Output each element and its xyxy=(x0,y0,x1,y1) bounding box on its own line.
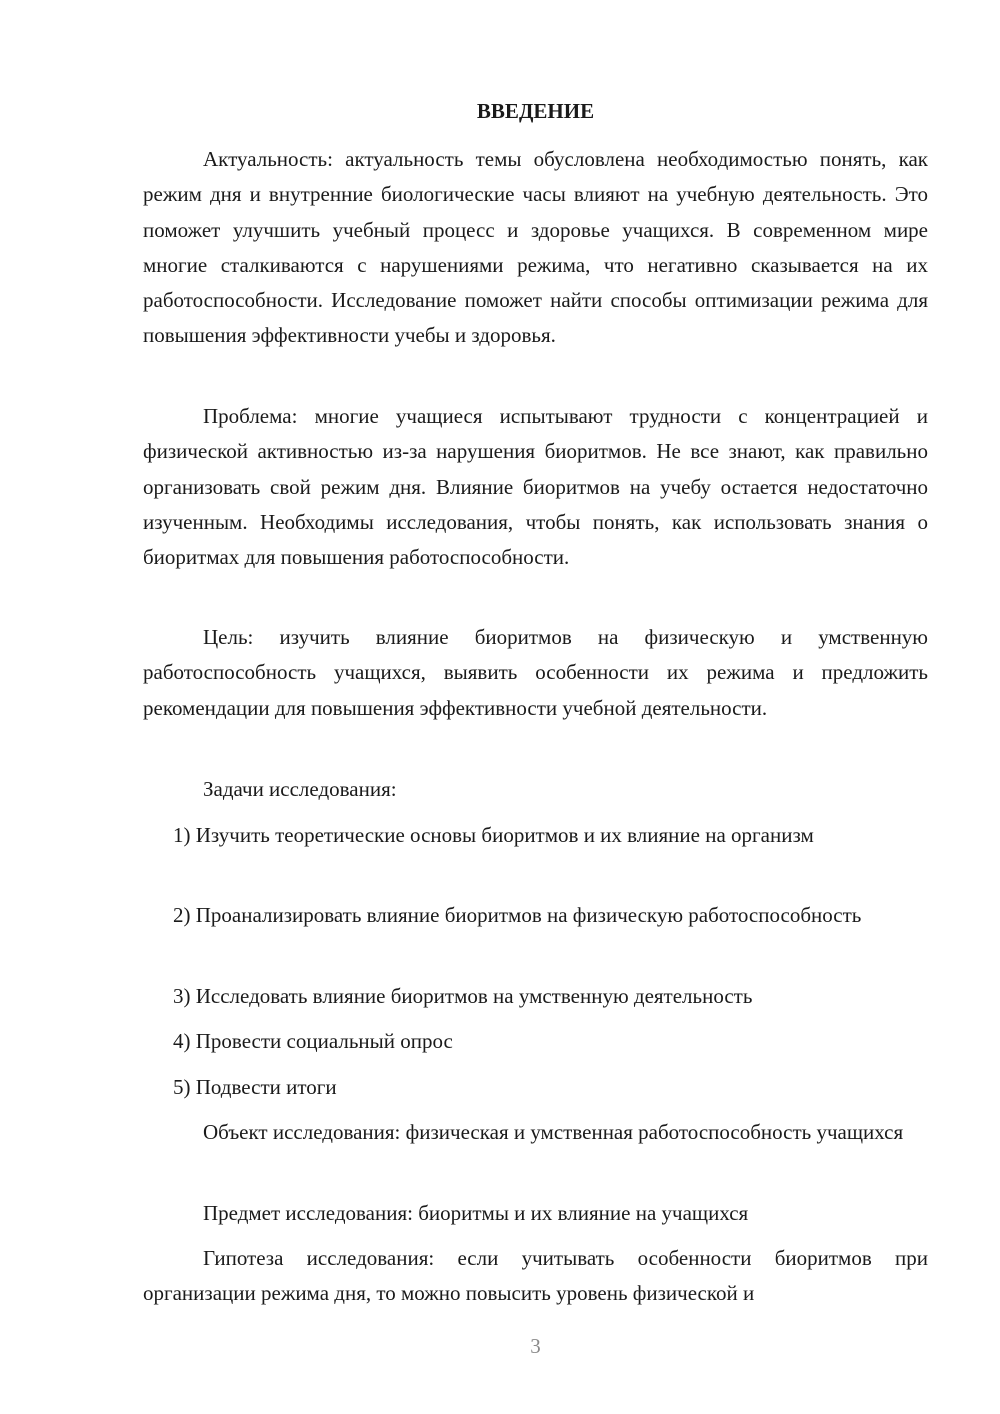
task-item-4: 4) Провести социальный опрос xyxy=(173,1029,453,1053)
tasks-heading: Задачи исследования: xyxy=(203,777,397,801)
paragraph-hypothesis: Гипотеза исследования: если учитывать особенности биоритмов при организации режима дня, то можно повысить уровень физической и xyxy=(143,1246,928,1306)
paragraph-problem: Проблема: многие учащиеся испытывают трудности с концентрацией и физической активностью из-за нарушения биоритмов. Не все знают, как правильно организовать свой режим дня. Влияние биоритмов на учебу остается недостаточно изученным. Необходимы исследования, чтобы понять, как использовать знания о биоритмах для повышения работоспособности. xyxy=(143,404,928,570)
paragraph-relevance: Актуальность: актуальность темы обусловлена необходимостью понять, как режим дня и внутренние биологические часы влияют на учебную деятельность. Это поможет улучшить учебный процесс и здоровье учащихся. В современном мире многие сталкиваются с нарушениями режима, что негативно сказывается на их работоспособности. Исследование поможет найти способы оптимизации режима для повышения эффективности учебы и здоровья. xyxy=(143,147,928,348)
task-item-3: 3) Исследовать влияние биоритмов на умственную деятельность xyxy=(173,984,753,1008)
paragraph-object: Объект исследования: физическая и умственная работоспособность учащихся xyxy=(203,1120,904,1144)
paragraph-subject: Предмет исследования: биоритмы и их влияние на учащихся xyxy=(203,1201,749,1225)
task-item-5: 5) Подвести итоги xyxy=(173,1075,337,1099)
task-item-2: 2) Проанализировать влияние биоритмов на физическую работоспособность xyxy=(173,903,862,927)
paragraph-goal: Цель: изучить влияние биоритмов на физическую и умственную работоспособность учащихся, выявить особенности их режима и предложить рекомендации для повышения эффективности учебной деятельности. xyxy=(143,625,928,720)
document-title: ВВЕДЕНИЕ xyxy=(476,99,595,123)
document-page xyxy=(143,0,928,1414)
page-number: 3 xyxy=(530,1334,541,1358)
task-item-1: 1) Изучить теоретические основы биоритмов и их влияние на организм xyxy=(173,823,814,847)
